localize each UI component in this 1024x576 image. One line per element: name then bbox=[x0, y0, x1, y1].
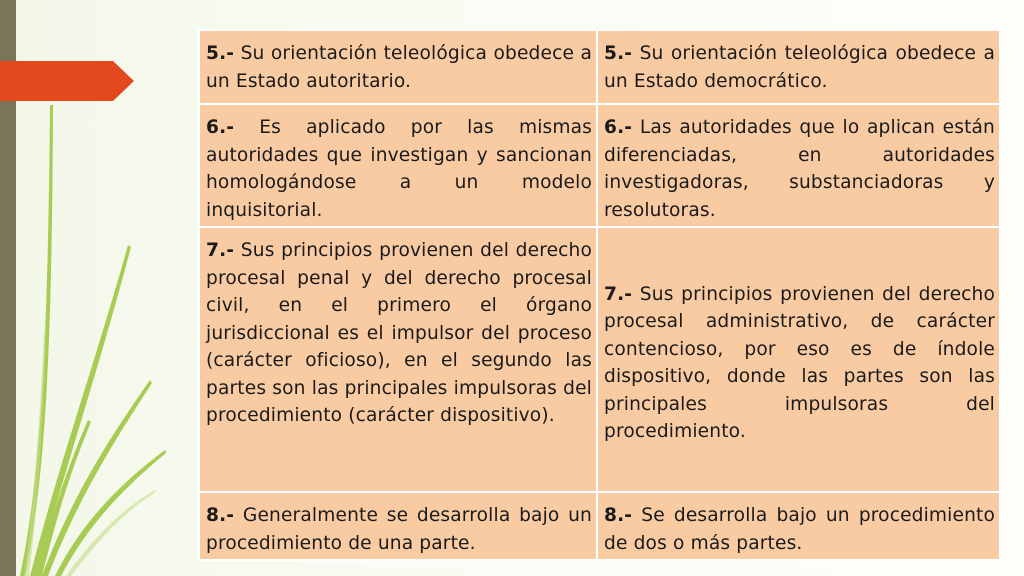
item-number: 8.- bbox=[604, 505, 633, 526]
table-cell-left bbox=[199, 30, 597, 104]
table-cell-right bbox=[597, 30, 1000, 104]
item-text: Su orientación teleológica obedece a un Estado autoritario. bbox=[206, 43, 592, 92]
table-row bbox=[199, 30, 1000, 104]
item-text: Sus principios provienen del derecho procesal penal y del derecho procesal civil, en el primero el órgano jurisdiccional es el impulsor del proceso (carácter oficioso), en el segundo las partes son las principales impulsoras del procedimiento (carácter dispositivo). bbox=[206, 240, 592, 426]
item-text: Las autoridades que lo aplican están diferenciadas, en autoridades investigadoras, substanciadoras y resolutoras. bbox=[604, 117, 995, 221]
arrow-pointer-icon bbox=[0, 61, 134, 101]
item-number: 5.- bbox=[206, 43, 235, 64]
table-cell-left bbox=[199, 104, 597, 227]
table-cell-left bbox=[199, 227, 597, 492]
item-number: 6.- bbox=[206, 117, 235, 138]
item-text: Sus principios provienen del derecho procesal administrativo, de carácter contencioso, por eso es de índole dispositivo, donde las partes son las principales impulsoras del procedimiento. bbox=[604, 283, 995, 442]
item-text: Generalmente se desarrolla bajo un procedimiento de una parte. bbox=[206, 505, 592, 554]
item-number: 5.- bbox=[604, 43, 633, 64]
item-number: 6.- bbox=[604, 117, 633, 138]
table-cell-left bbox=[199, 492, 597, 560]
table-cell-right bbox=[597, 227, 1000, 492]
table-row bbox=[199, 104, 1000, 227]
table-cell-right bbox=[597, 104, 1000, 227]
item-text: Su orientación teleológica obedece a un Estado democrático. bbox=[604, 43, 995, 92]
item-number: 7.- bbox=[206, 240, 235, 261]
table-cell-right bbox=[597, 492, 1000, 560]
item-number: 8.- bbox=[206, 505, 235, 526]
table-row bbox=[199, 227, 1000, 492]
item-text: Se desarrolla bajo un procedimiento de dos o más partes. bbox=[604, 505, 995, 554]
comparison-table bbox=[198, 29, 1001, 561]
table-row bbox=[199, 492, 1000, 560]
item-text: Es aplicado por las mismas autoridades que investigan y sancionan homologándose a un modelo inquisitorial. bbox=[206, 117, 592, 221]
item-number: 7.- bbox=[604, 283, 633, 305]
